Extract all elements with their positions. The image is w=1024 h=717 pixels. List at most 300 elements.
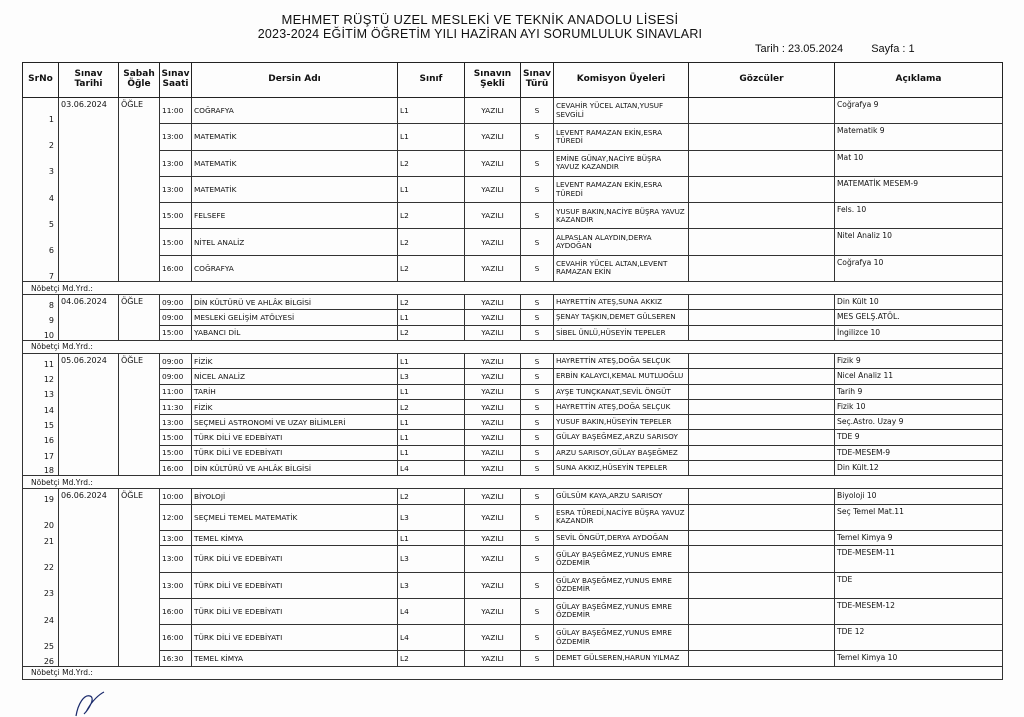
row-number: 26 bbox=[23, 651, 59, 666]
commission-members: ARZU SARISOY,GÜLAY BAŞEĞMEZ bbox=[554, 445, 689, 460]
exam-schedule-table bbox=[22, 62, 1003, 680]
table-row bbox=[23, 445, 1003, 460]
exam-time: 11:00 bbox=[160, 384, 192, 399]
column-header: Gözcüler bbox=[689, 63, 835, 98]
commission-members: GÜLAY BAŞEĞMEZ,YUNUS EMRE ÖZDEMİR bbox=[554, 546, 689, 572]
exam-format: YAZILI bbox=[465, 255, 521, 281]
exam-type: S bbox=[521, 255, 554, 281]
exam-format: YAZILI bbox=[465, 124, 521, 150]
exam-format: YAZILI bbox=[465, 229, 521, 255]
class-level: L3 bbox=[398, 504, 465, 530]
proctors bbox=[689, 625, 835, 651]
exam-type: S bbox=[521, 489, 554, 504]
remarks: Mat 10 bbox=[835, 150, 1003, 176]
page-label: Sayfa bbox=[871, 43, 900, 55]
exam-format: YAZILI bbox=[465, 384, 521, 399]
exam-type: S bbox=[521, 504, 554, 530]
exam-format: YAZILI bbox=[465, 504, 521, 530]
commission-members: GÜLAY BAŞEĞMEZ,ARZU SARISOY bbox=[554, 430, 689, 445]
exam-time: 15:00 bbox=[160, 229, 192, 255]
remarks: TDE bbox=[835, 572, 1003, 598]
header-row bbox=[23, 63, 1003, 98]
column-header: Komisyon Üyeleri bbox=[554, 63, 689, 98]
proctors bbox=[689, 399, 835, 414]
remarks: Fels. 10 bbox=[835, 203, 1003, 229]
class-level: L2 bbox=[398, 325, 465, 340]
session bbox=[119, 310, 160, 325]
course-name: BİYOLOJİ bbox=[192, 489, 398, 504]
session: ÖĞLE bbox=[119, 489, 160, 504]
exam-type: S bbox=[521, 150, 554, 176]
class-level: L1 bbox=[398, 176, 465, 202]
exam-time: 10:00 bbox=[160, 489, 192, 504]
exam-date bbox=[59, 651, 119, 666]
row-number: 15 bbox=[23, 415, 59, 430]
duty-officer-label: Nöbetçi Md.Yrd.: bbox=[23, 340, 1003, 353]
exam-format: YAZILI bbox=[465, 150, 521, 176]
course-name: YABANCI DİL bbox=[192, 325, 398, 340]
class-level: L1 bbox=[398, 124, 465, 150]
session bbox=[119, 325, 160, 340]
course-name: FİZİK bbox=[192, 353, 398, 368]
exam-time: 15:00 bbox=[160, 445, 192, 460]
proctors bbox=[689, 203, 835, 229]
exam-format: YAZILI bbox=[465, 369, 521, 384]
exam-time: 15:00 bbox=[160, 203, 192, 229]
exam-type: S bbox=[521, 325, 554, 340]
proctors bbox=[689, 530, 835, 545]
commission-members: LEVENT RAMAZAN EKİN,ESRA TÜREDİ bbox=[554, 124, 689, 150]
row-number: 9 bbox=[23, 310, 59, 325]
remarks: Seç.Astro. Uzay 9 bbox=[835, 415, 1003, 430]
exam-date bbox=[59, 415, 119, 430]
exam-type: S bbox=[521, 546, 554, 572]
exam-type: S bbox=[521, 651, 554, 666]
row-number: 24 bbox=[23, 598, 59, 624]
table-row bbox=[23, 176, 1003, 202]
remarks: TDE-MESEM-11 bbox=[835, 546, 1003, 572]
table-row bbox=[23, 124, 1003, 150]
exam-type: S bbox=[521, 445, 554, 460]
exam-date bbox=[59, 530, 119, 545]
course-name: DİN KÜLTÜRÜ VE AHLÂK BİLGİSİ bbox=[192, 461, 398, 476]
table-row bbox=[23, 598, 1003, 624]
class-level: L2 bbox=[398, 489, 465, 504]
exam-format: YAZILI bbox=[465, 176, 521, 202]
remarks: Din Kült.12 bbox=[835, 461, 1003, 476]
commission-members: ERBİN KALAYCI,KEMAL MUTLUOĞLU bbox=[554, 369, 689, 384]
class-level: L4 bbox=[398, 461, 465, 476]
exam-date bbox=[59, 255, 119, 281]
remarks: TDE 9 bbox=[835, 430, 1003, 445]
table-body bbox=[23, 98, 1003, 680]
session bbox=[119, 651, 160, 666]
course-name: TARİH bbox=[192, 384, 398, 399]
course-name: SEÇMELİ TEMEL MATEMATİK bbox=[192, 504, 398, 530]
remarks: Biyoloji 10 bbox=[835, 489, 1003, 504]
session bbox=[119, 530, 160, 545]
course-name: TÜRK DİLİ VE EDEBİYATI bbox=[192, 598, 398, 624]
exam-time: 16:00 bbox=[160, 255, 192, 281]
exam-format: YAZILI bbox=[465, 546, 521, 572]
exam-time: 11:30 bbox=[160, 399, 192, 414]
exam-date bbox=[59, 504, 119, 530]
proctors bbox=[689, 176, 835, 202]
proctors bbox=[689, 98, 835, 124]
exam-time: 15:00 bbox=[160, 430, 192, 445]
class-level: L2 bbox=[398, 255, 465, 281]
commission-members: GÜLAY BAŞEĞMEZ,YUNUS EMRE ÖZDEMİR bbox=[554, 625, 689, 651]
exam-type: S bbox=[521, 98, 554, 124]
exam-type: S bbox=[521, 384, 554, 399]
exam-format: YAZILI bbox=[465, 530, 521, 545]
class-level: L1 bbox=[398, 415, 465, 430]
session bbox=[119, 415, 160, 430]
session: ÖĞLE bbox=[119, 295, 160, 310]
exam-time: 15:00 bbox=[160, 325, 192, 340]
exam-date bbox=[59, 461, 119, 476]
exam-format: YAZILI bbox=[465, 445, 521, 460]
date-value: : 23.05.2024 bbox=[781, 43, 844, 55]
class-level: L1 bbox=[398, 445, 465, 460]
course-name: NİTEL ANALİZ bbox=[192, 229, 398, 255]
table-row bbox=[23, 203, 1003, 229]
remarks: Fizik 10 bbox=[835, 399, 1003, 414]
class-level: L4 bbox=[398, 625, 465, 651]
row-number: 6 bbox=[23, 229, 59, 255]
commission-members: GÜLAY BAŞEĞMEZ,YUNUS EMRE ÖZDEMİR bbox=[554, 598, 689, 624]
table-row bbox=[23, 430, 1003, 445]
table-row bbox=[23, 295, 1003, 310]
exam-date bbox=[59, 546, 119, 572]
exam-format: YAZILI bbox=[465, 295, 521, 310]
column-header: Dersin Adı bbox=[192, 63, 398, 98]
duty-officer-label: Nöbetçi Md.Yrd.: bbox=[23, 476, 1003, 489]
row-number: 17 bbox=[23, 445, 59, 460]
commission-members: GÜLAY BAŞEĞMEZ,YUNUS EMRE ÖZDEMİR bbox=[554, 572, 689, 598]
exam-date bbox=[59, 430, 119, 445]
table-row bbox=[23, 98, 1003, 124]
exam-date bbox=[59, 310, 119, 325]
exam-time: 16:00 bbox=[160, 461, 192, 476]
commission-members: LEVENT RAMAZAN EKİN,ESRA TÜREDİ bbox=[554, 176, 689, 202]
row-number: 3 bbox=[23, 150, 59, 176]
table-row bbox=[23, 461, 1003, 476]
row-number: 11 bbox=[23, 353, 59, 368]
proctors bbox=[689, 546, 835, 572]
exam-type: S bbox=[521, 461, 554, 476]
proctors bbox=[689, 384, 835, 399]
row-number: 12 bbox=[23, 369, 59, 384]
proctors bbox=[689, 572, 835, 598]
column-header: SrNo bbox=[23, 63, 59, 98]
exam-time: 09:00 bbox=[160, 369, 192, 384]
course-name: TÜRK DİLİ VE EDEBİYATI bbox=[192, 445, 398, 460]
class-level: L3 bbox=[398, 546, 465, 572]
commission-members: HAYRETTİN ATEŞ,SUNA AKKIZ bbox=[554, 295, 689, 310]
row-number: 19 bbox=[23, 489, 59, 504]
session bbox=[119, 598, 160, 624]
row-number: 13 bbox=[23, 384, 59, 399]
exam-time: 13:00 bbox=[160, 176, 192, 202]
commission-members: YUSUF BAKIN,NACİYE BÜŞRA YAVUZ KAZANDIR bbox=[554, 203, 689, 229]
exam-date: 06.06.2024 bbox=[59, 489, 119, 504]
exam-type: S bbox=[521, 310, 554, 325]
exam-time: 13:00 bbox=[160, 572, 192, 598]
exam-format: YAZILI bbox=[465, 430, 521, 445]
commission-members: CEVAHİR YÜCEL ALTAN,LEVENT RAMAZAN EKİN bbox=[554, 255, 689, 281]
course-name: MATEMATİK bbox=[192, 150, 398, 176]
session bbox=[119, 203, 160, 229]
exam-time: 16:00 bbox=[160, 625, 192, 651]
exam-format: YAZILI bbox=[465, 489, 521, 504]
remarks: Nitel Analiz 10 bbox=[835, 229, 1003, 255]
row-number: 20 bbox=[23, 504, 59, 530]
session bbox=[119, 124, 160, 150]
session bbox=[119, 255, 160, 281]
row-number: 10 bbox=[23, 325, 59, 340]
remarks: TDE 12 bbox=[835, 625, 1003, 651]
table-row bbox=[23, 399, 1003, 414]
course-name: TÜRK DİLİ VE EDEBİYATI bbox=[192, 430, 398, 445]
course-name: MESLEKİ GELİŞİM ATÖLYESİ bbox=[192, 310, 398, 325]
proctors bbox=[689, 295, 835, 310]
course-name: TEMEL KİMYA bbox=[192, 530, 398, 545]
exam-type: S bbox=[521, 430, 554, 445]
course-name: MATEMATİK bbox=[192, 176, 398, 202]
exam-time: 13:00 bbox=[160, 415, 192, 430]
exam-type: S bbox=[521, 353, 554, 368]
proctors bbox=[689, 651, 835, 666]
proctors bbox=[689, 229, 835, 255]
exam-date bbox=[59, 598, 119, 624]
course-name: MATEMATİK bbox=[192, 124, 398, 150]
session bbox=[119, 150, 160, 176]
exam-time: 16:30 bbox=[160, 651, 192, 666]
exam-type: S bbox=[521, 415, 554, 430]
remarks: Coğrafya 9 bbox=[835, 98, 1003, 124]
course-name: COĞRAFYA bbox=[192, 98, 398, 124]
row-number: 23 bbox=[23, 572, 59, 598]
proctors bbox=[689, 124, 835, 150]
row-number: 16 bbox=[23, 430, 59, 445]
session bbox=[119, 384, 160, 399]
class-level: L1 bbox=[398, 530, 465, 545]
exam-format: YAZILI bbox=[465, 461, 521, 476]
exam-date bbox=[59, 445, 119, 460]
exam-date: 03.06.2024 bbox=[59, 98, 119, 124]
exam-time: 09:00 bbox=[160, 310, 192, 325]
remarks: Temel Kimya 9 bbox=[835, 530, 1003, 545]
exam-format: YAZILI bbox=[465, 598, 521, 624]
duty-officer-label: Nöbetçi Md.Yrd.: bbox=[23, 282, 1003, 295]
course-name: FELSEFE bbox=[192, 203, 398, 229]
exam-time: 11:00 bbox=[160, 98, 192, 124]
exam-type: S bbox=[521, 124, 554, 150]
session bbox=[119, 461, 160, 476]
table-row bbox=[23, 229, 1003, 255]
exam-time: 09:00 bbox=[160, 295, 192, 310]
exam-format: YAZILI bbox=[465, 310, 521, 325]
row-number: 7 bbox=[23, 255, 59, 281]
class-level: L3 bbox=[398, 369, 465, 384]
proctors bbox=[689, 353, 835, 368]
exam-title: 2023-2024 EĞİTİM ÖĞRETİM YILI HAZİRAN AYI SORUMLULUK SINAVLARI bbox=[257, 27, 703, 41]
row-number: 21 bbox=[23, 530, 59, 545]
remarks: Fizik 9 bbox=[835, 353, 1003, 368]
proctors bbox=[689, 369, 835, 384]
row-number: 2 bbox=[23, 124, 59, 150]
session bbox=[119, 625, 160, 651]
class-level: L2 bbox=[398, 399, 465, 414]
exam-format: YAZILI bbox=[465, 325, 521, 340]
table-row bbox=[23, 530, 1003, 545]
remarks: MATEMATİK MESEM-9 bbox=[835, 176, 1003, 202]
class-level: L1 bbox=[398, 353, 465, 368]
exam-date bbox=[59, 176, 119, 202]
exam-time: 13:00 bbox=[160, 530, 192, 545]
commission-members: HAYRETTİN ATEŞ,DOĞA SELÇUK bbox=[554, 399, 689, 414]
row-number: 25 bbox=[23, 625, 59, 651]
proctors bbox=[689, 310, 835, 325]
exam-date bbox=[59, 150, 119, 176]
column-header: Sınav Tarihi bbox=[59, 63, 119, 98]
row-number: 5 bbox=[23, 203, 59, 229]
class-level: L4 bbox=[398, 598, 465, 624]
exam-date bbox=[59, 203, 119, 229]
doc-meta bbox=[755, 43, 915, 55]
course-name: TEMEL KİMYA bbox=[192, 651, 398, 666]
class-level: L1 bbox=[398, 310, 465, 325]
session: ÖĞLE bbox=[119, 98, 160, 124]
table-row bbox=[23, 415, 1003, 430]
exam-date bbox=[59, 572, 119, 598]
exam-format: YAZILI bbox=[465, 651, 521, 666]
table-row bbox=[23, 384, 1003, 399]
class-level: L1 bbox=[398, 98, 465, 124]
exam-type: S bbox=[521, 176, 554, 202]
exam-date bbox=[59, 325, 119, 340]
table-row bbox=[23, 651, 1003, 666]
proctors bbox=[689, 415, 835, 430]
page-value: : 1 bbox=[902, 43, 915, 55]
session bbox=[119, 176, 160, 202]
table-row bbox=[23, 546, 1003, 572]
exam-type: S bbox=[521, 229, 554, 255]
session bbox=[119, 504, 160, 530]
exam-format: YAZILI bbox=[465, 572, 521, 598]
commission-members: CEVAHİR YÜCEL ALTAN,YUSUF SEVGİLİ bbox=[554, 98, 689, 124]
exam-type: S bbox=[521, 399, 554, 414]
remarks: Din Kült 10 bbox=[835, 295, 1003, 310]
signature-mark bbox=[70, 690, 110, 717]
exam-format: YAZILI bbox=[465, 98, 521, 124]
exam-type: S bbox=[521, 203, 554, 229]
commission-members: SUNA AKKIZ,HÜSEYİN TEPELER bbox=[554, 461, 689, 476]
exam-time: 12:00 bbox=[160, 504, 192, 530]
table-row bbox=[23, 310, 1003, 325]
session bbox=[119, 546, 160, 572]
remarks: Temel Kimya 10 bbox=[835, 651, 1003, 666]
exam-format: YAZILI bbox=[465, 399, 521, 414]
exam-type: S bbox=[521, 295, 554, 310]
remarks: Nicel Analiz 11 bbox=[835, 369, 1003, 384]
table-row bbox=[23, 489, 1003, 504]
proctors bbox=[689, 504, 835, 530]
class-level: L2 bbox=[398, 229, 465, 255]
class-level: L1 bbox=[398, 384, 465, 399]
row-number: 14 bbox=[23, 399, 59, 414]
proctors bbox=[689, 430, 835, 445]
table-row bbox=[23, 353, 1003, 368]
duty-row bbox=[23, 666, 1003, 679]
column-header: Sınavın Şekli bbox=[465, 63, 521, 98]
exam-date bbox=[59, 625, 119, 651]
remarks: Seç Temel Mat.11 bbox=[835, 504, 1003, 530]
remarks: Matematik 9 bbox=[835, 124, 1003, 150]
duty-row bbox=[23, 282, 1003, 295]
column-header: Sınav Türü bbox=[521, 63, 554, 98]
commission-members: SEVİL ÖNGÜT,DERYA AYDOĞAN bbox=[554, 530, 689, 545]
exam-format: YAZILI bbox=[465, 353, 521, 368]
commission-members: AYŞE TUNÇKANAT,SEVİL ÖNGÜT bbox=[554, 384, 689, 399]
exam-time: 16:00 bbox=[160, 598, 192, 624]
school-title: MEHMET RÜŞTÜ UZEL MESLEKİ VE TEKNİK ANADOLU LİSESİ bbox=[281, 12, 679, 27]
duty-row bbox=[23, 340, 1003, 353]
row-number: 22 bbox=[23, 546, 59, 572]
duty-row bbox=[23, 476, 1003, 489]
exam-type: S bbox=[521, 598, 554, 624]
exam-date bbox=[59, 229, 119, 255]
course-name: DİN KÜLTÜRÜ VE AHLÂK BİLGİSİ bbox=[192, 295, 398, 310]
duty-officer-label: Nöbetçi Md.Yrd.: bbox=[23, 666, 1003, 679]
table-row bbox=[23, 625, 1003, 651]
exam-date: 04.06.2024 bbox=[59, 295, 119, 310]
proctors bbox=[689, 461, 835, 476]
exam-time: 13:00 bbox=[160, 150, 192, 176]
exam-format: YAZILI bbox=[465, 203, 521, 229]
commission-members: ŞENAY TAŞKIN,DEMET GÜLSEREN bbox=[554, 310, 689, 325]
remarks: İngilizce 10 bbox=[835, 325, 1003, 340]
proctors bbox=[689, 598, 835, 624]
exam-format: YAZILI bbox=[465, 625, 521, 651]
row-number: 4 bbox=[23, 176, 59, 202]
commission-members: GÜLSÜM KAYA,ARZU SARISOY bbox=[554, 489, 689, 504]
exam-date bbox=[59, 399, 119, 414]
column-header: Sınıf bbox=[398, 63, 465, 98]
session bbox=[119, 430, 160, 445]
table-row bbox=[23, 150, 1003, 176]
remarks: Coğrafya 10 bbox=[835, 255, 1003, 281]
commission-members: DEMET GÜLSEREN,HARUN YILMAZ bbox=[554, 651, 689, 666]
class-level: L2 bbox=[398, 651, 465, 666]
session bbox=[119, 399, 160, 414]
session: ÖĞLE bbox=[119, 353, 160, 368]
remarks: Tarih 9 bbox=[835, 384, 1003, 399]
remarks: TDE-MESEM-12 bbox=[835, 598, 1003, 624]
date-label: Tarih bbox=[755, 43, 779, 55]
course-name: NİCEL ANALİZ bbox=[192, 369, 398, 384]
column-header: Açıklama bbox=[835, 63, 1003, 98]
table-row bbox=[23, 325, 1003, 340]
exam-format: YAZILI bbox=[465, 415, 521, 430]
table-row bbox=[23, 572, 1003, 598]
course-name: TÜRK DİLİ VE EDEBİYATI bbox=[192, 546, 398, 572]
proctors bbox=[689, 150, 835, 176]
exam-type: S bbox=[521, 530, 554, 545]
table-row bbox=[23, 369, 1003, 384]
commission-members: ESRA TÜREDİ,NACİYE BÜŞRA YAVUZ KAZANDIR bbox=[554, 504, 689, 530]
